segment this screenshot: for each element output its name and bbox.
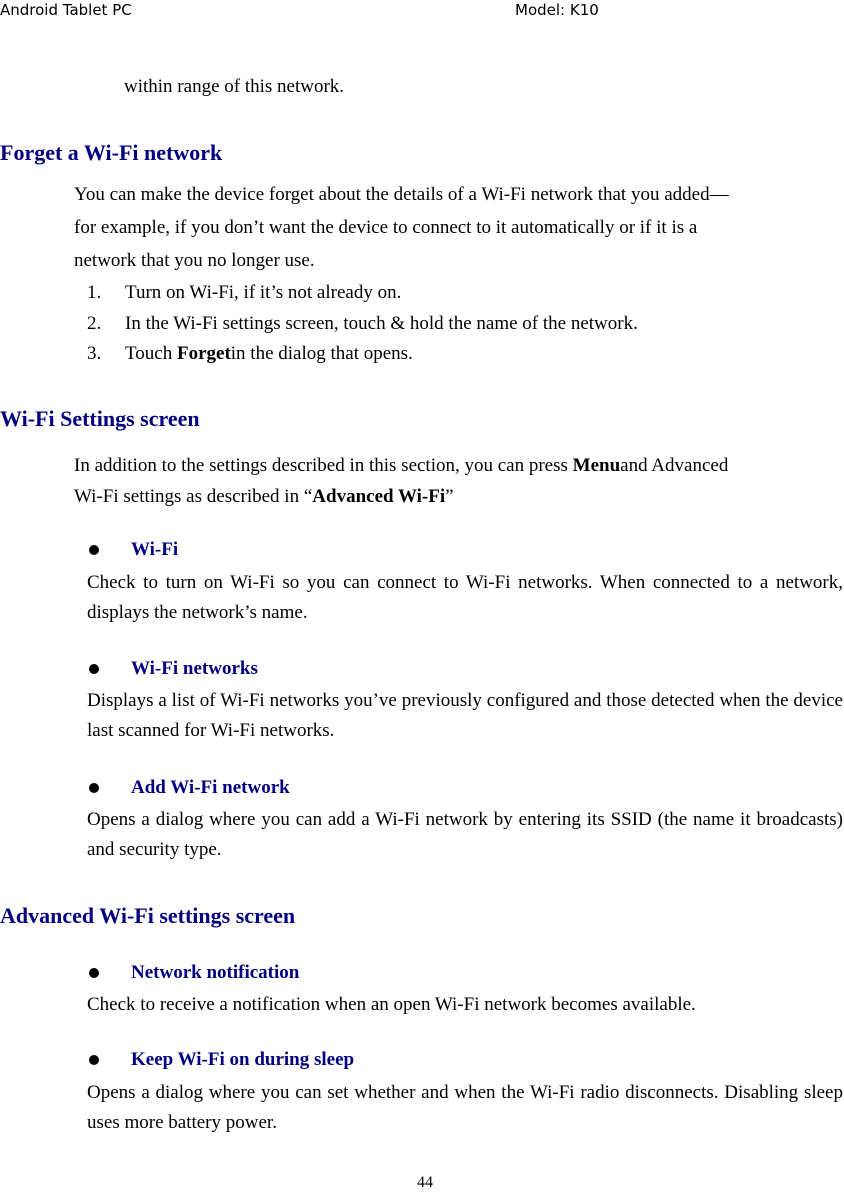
- bullet-icon: [89, 968, 99, 978]
- forget-para-line: You can make the device forget about the details of a Wi-Fi network that you added—: [74, 184, 729, 205]
- item-desc-add-network: Opens a dialog where you can add a Wi-Fi network by entering its SSID (the name it broadcasts) and security type.: [87, 809, 843, 860]
- section-heading-settings: Wi-Fi Settings screen: [0, 406, 200, 431]
- intro-text: within range of this network.: [124, 76, 345, 97]
- forget-para-line: network that you no longer use.: [74, 250, 315, 271]
- step-number: 1.: [87, 282, 102, 303]
- section-heading-forget: Forget a Wi-Fi network: [0, 140, 223, 165]
- step-text: In the Wi-Fi settings screen, touch & hold the name of the network.: [125, 313, 638, 334]
- step-text: Touch Forgetin the dialog that opens.: [125, 343, 413, 364]
- forget-term: Forget: [176, 343, 231, 364]
- page-number: 44: [417, 1174, 433, 1191]
- bullet-icon: [89, 545, 99, 555]
- item-desc-keep-wifi: Opens a dialog where you can set whether and when the Wi-Fi radio disconnects. Disabling sleep uses more battery power.: [87, 1082, 843, 1133]
- step-text: Turn on Wi-Fi, if it’s not already on.: [125, 282, 402, 303]
- advanced-wifi-term: Advanced Wi-Fi: [312, 486, 446, 507]
- step-number: 3.: [87, 343, 102, 364]
- bullet-icon: [89, 1055, 99, 1065]
- menu-term: Menu: [572, 455, 621, 476]
- bullet-icon: [89, 664, 99, 674]
- item-title-network-notification: Network notification: [131, 962, 300, 983]
- header-product: Android Tablet PC: [0, 1, 132, 19]
- item-title-keep-wifi: Keep Wi-Fi on during sleep: [131, 1049, 355, 1070]
- settings-intro-line: Wi-Fi settings as described in “Advanced Wi-Fi”: [74, 486, 454, 507]
- item-desc-wifi-networks: Displays a list of Wi-Fi networks you’ve previously configured and those detected when the device last scanned for Wi-Fi networks.: [87, 690, 843, 741]
- item-title-wifi-networks: Wi-Fi networks: [131, 658, 258, 679]
- settings-intro-line: In addition to the settings described in this section, you can press Menuand Advanced: [74, 455, 729, 476]
- header-model: Model: K10: [515, 1, 599, 19]
- item-desc-network-notification: Check to receive a notification when an open Wi-Fi network becomes available.: [87, 994, 696, 1015]
- section-heading-advanced: Advanced Wi-Fi settings screen: [0, 903, 296, 928]
- item-title-wifi: Wi-Fi: [131, 539, 179, 560]
- forget-para-line: for example, if you don’t want the device to connect to it automatically or if it is a: [74, 217, 698, 238]
- item-desc-wifi: Check to turn on Wi-Fi so you can connect to Wi-Fi networks. When connected to a network, displays the network’s name.: [87, 572, 843, 623]
- step-number: 2.: [87, 313, 102, 334]
- item-title-add-network: Add Wi-Fi network: [131, 777, 290, 798]
- bullet-icon: [89, 783, 99, 793]
